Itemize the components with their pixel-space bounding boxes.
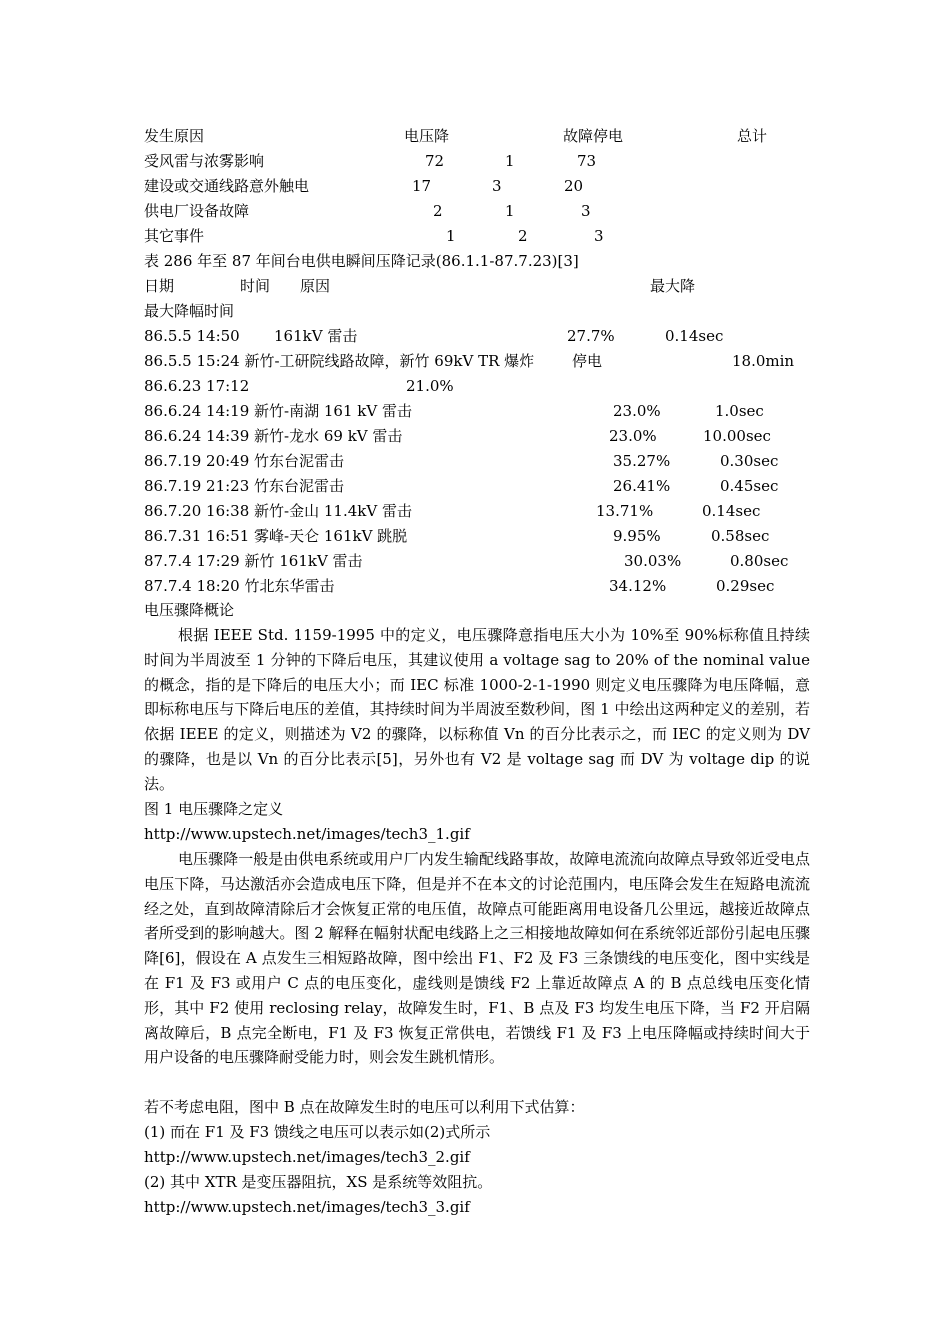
- table1-row-sag: 1: [446, 227, 456, 245]
- table2-header-date: 日期: [144, 277, 175, 295]
- table2-row-datetime-cause: 86.6.24 14:19 新竹-南湖 161 kV 雷击: [144, 402, 412, 420]
- table1-row-sag: 72: [425, 152, 445, 170]
- table1-row-total: 20: [564, 177, 584, 195]
- table2-row-drop: 停电: [572, 352, 603, 370]
- table2-row-datetime-cause: 86.7.20 16:38 新竹-金山 11.4kV 雷击: [144, 502, 412, 520]
- table2-row-duration: 0.14sec: [702, 502, 761, 520]
- paragraph-sag-causes: 电压骤降一般是由供电系统或用户厂内发生输配线路事故，故障电流流向故障点导致邻近受电点电压下降，马达激活亦会造成电压下降，但是并不在本文的讨论范围内，电压降会发生在短路电流流经之处，直到故障清除后才会恢复正常的电压值，故障点可能距离用电设备几公里远，越接近故障点者所受到的影响越大。图 2 解释在幅射状配电线路上之三相接地故障如何在系统邻近部份引起电压骤降[6]，假设在 A 点发生三相短路故障，图中绘出 F1、F2 及 F3 三条馈线的电压变化，图中实线是在 F1 及 F3 或用户 C 点的电压变化，虚线则是馈线 F2 上靠近故障点 A 的 B 点总线电压变化情形，其中 F2 使用 reclosing relay，故障发生时，F1、B 点及 F3 均发生电压下降，当 F2 开启隔离故障后，B 点完全断电，F1 及 F3 恢复正常供电，若馈线 F1 及 F3 上电压降幅或持续时间大于用户设备的电压骤降耐受能力时，则会发生跳机情形。: [144, 850, 810, 1067]
- table2-header-cause: 原因: [300, 277, 331, 295]
- equation-line-2: (2) 其中 XTR 是变压器阻抗，XS 是系统等效阻抗。: [144, 1173, 493, 1191]
- text-line-b-point: 若不考虑电阻，图中 B 点在故障发生时的电压可以利用下式估算：: [144, 1098, 585, 1116]
- table2-header-wrap: 最大降幅时间: [144, 302, 235, 320]
- table2-row-datetime-cause: 86.7.31 16:51 雾峰-天仑 161kV 跳脱: [144, 527, 408, 545]
- table1-row-cause: 供电厂设备故障: [144, 202, 250, 220]
- figure-caption: 图 1 电压骤降之定义: [144, 800, 284, 818]
- table2-row-datetime-cause: 86.6.24 14:39 新竹-龙水 69 kV 雷击: [144, 427, 403, 445]
- table1-row-total: 3: [581, 202, 591, 220]
- table2-row-datetime: 86.6.23 17:12: [144, 377, 250, 395]
- table2-caption: 表 286 年至 87 年间台电供电瞬间压降记录(86.1.1-87.7.23)[3]: [144, 252, 579, 270]
- table2-row-duration: 10.00sec: [703, 427, 771, 445]
- table2-row-datetime: 86.5.5 14:50: [144, 327, 240, 345]
- table1-row-outage: 1: [505, 152, 515, 170]
- table2-row-duration: 1.0sec: [715, 402, 764, 420]
- table2-row-duration: 0.29sec: [716, 577, 775, 595]
- figure-url-3[interactable]: http://www.upstech.net/images/tech3_3.gif: [144, 1198, 470, 1216]
- table2-row-duration: 18.0min: [732, 352, 795, 370]
- figure-url-1[interactable]: http://www.upstech.net/images/tech3_1.gif: [144, 825, 470, 843]
- table2-row-duration: 0.30sec: [720, 452, 779, 470]
- table1-row-sag: 17: [412, 177, 432, 195]
- figure-url-2[interactable]: http://www.upstech.net/images/tech3_2.gif: [144, 1148, 470, 1166]
- table2-row-datetime-cause: 86.5.5 15:24 新竹-工研院线路故障，新竹 69kV TR 爆炸: [144, 352, 535, 370]
- table1-header-outage: 故障停电: [563, 127, 624, 145]
- table2-row-drop: 27.7%: [567, 327, 615, 345]
- table1-row-cause: 建设或交通线路意外触电: [144, 177, 310, 195]
- table2-row-drop: 34.12%: [609, 577, 667, 595]
- table2-row-datetime-cause: 86.7.19 21:23 竹东台泥雷击: [144, 477, 345, 495]
- table1-row-total: 73: [577, 152, 597, 170]
- table2-row-datetime-cause: 87.7.4 18:20 竹北东华雷击: [144, 577, 335, 595]
- table1-row-cause: 其它事件: [144, 227, 205, 245]
- table1-header-sag: 电压降: [404, 127, 450, 145]
- equation-line-1: (1) 而在 F1 及 F3 馈线之电压可以表示如(2)式所示: [144, 1123, 491, 1141]
- table2-row-drop: 23.0%: [609, 427, 657, 445]
- table2-row-drop: 13.71%: [596, 502, 654, 520]
- table2-row-drop: 35.27%: [613, 452, 671, 470]
- table1-row-outage: 1: [505, 202, 515, 220]
- table1-row-outage: 2: [518, 227, 528, 245]
- table1-header-cause: 发生原因: [144, 127, 205, 145]
- table2-row-duration: 0.58sec: [711, 527, 770, 545]
- table2-row-duration: 0.45sec: [720, 477, 779, 495]
- table2-row-drop: 26.41%: [613, 477, 671, 495]
- table1-row-outage: 3: [492, 177, 502, 195]
- table1-header-total: 总计: [737, 127, 768, 145]
- section-title: 电压骤降概论: [144, 601, 235, 619]
- table1-row-cause: 受风雷与浓雾影响: [144, 152, 265, 170]
- table2-row-datetime-cause: 86.7.19 20:49 竹东台泥雷击: [144, 452, 345, 470]
- table2-row-drop: 30.03%: [624, 552, 682, 570]
- table1-row-total: 3: [594, 227, 604, 245]
- table2-header-max-drop: 最大降: [650, 277, 696, 295]
- table2-row-duration: 0.14sec: [665, 327, 724, 345]
- table2-row-cause: 161kV 雷击: [274, 327, 358, 345]
- paragraph-definition: 根据 IEEE Std. 1159-1995 中的定义，电压骤降意指电压大小为 10%至 90%标称值且持续时间为半周波至 1 分钟的下降后电压，其建议使用 a voltage sag to 20% of the nominal value 的概念，指的是下降后的电压大小；而 IEC 标准 1000-2-1-1990 则定义电压骤降为电压降幅，意即标称电压与下降后电压的差值，其持续时间为半周波至数秒间，图 1 中绘出这两种定义的差别，若依据 IEEE 的定义，则描述为 V2 的骤降，以标称值 Vn 的百分比表示之，而 IEC 的定义则为 DV 的骤降，也是以 Vn 的百分比表示[5]，另外也有 V2 是 voltage sag 而 DV 为 voltage dip 的说法。: [144, 626, 810, 793]
- table2-row-drop: 21.0%: [406, 377, 454, 395]
- table2-row-drop: 9.95%: [613, 527, 661, 545]
- table2-row-duration: 0.80sec: [730, 552, 789, 570]
- table2-row-drop: 23.0%: [613, 402, 661, 420]
- table1-row-sag: 2: [433, 202, 443, 220]
- table2-header-time: 时间: [240, 277, 271, 295]
- table2-row-datetime-cause: 87.7.4 17:29 新竹 161kV 雷击: [144, 552, 363, 570]
